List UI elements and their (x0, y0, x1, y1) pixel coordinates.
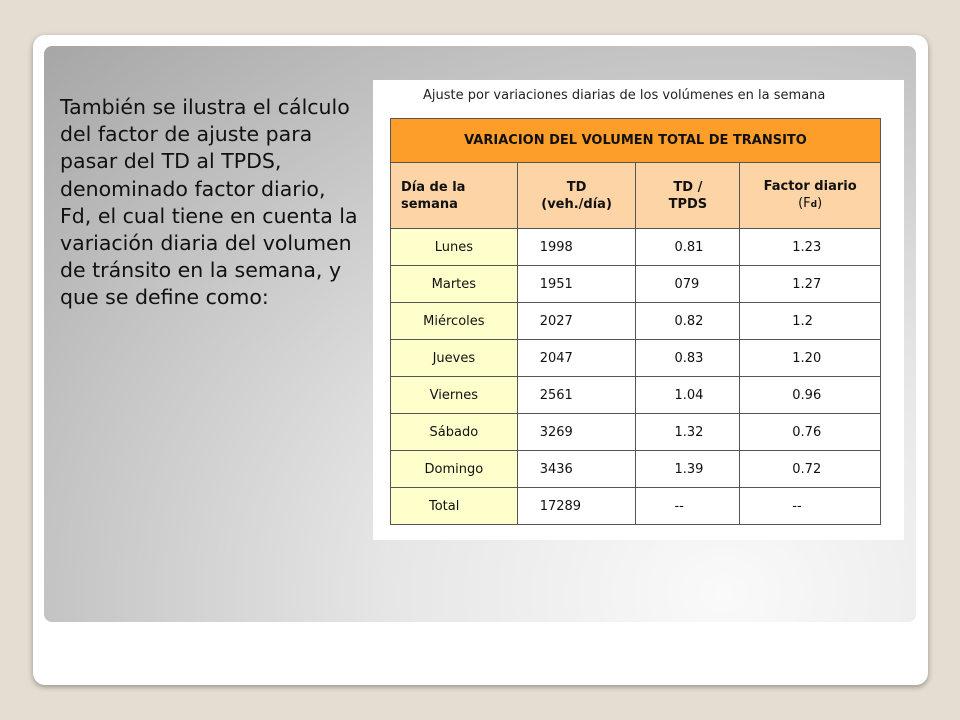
header-day (391, 163, 518, 229)
cell-factor: 1.27 (740, 266, 881, 303)
header-factor-sub: d (810, 199, 818, 210)
table-row (391, 266, 881, 303)
cell-day: Miércoles (391, 303, 518, 340)
cell-td: 17289 (517, 488, 636, 525)
cell-td: 3269 (517, 414, 636, 451)
cell-ratio: 0.81 (636, 229, 740, 266)
cell-factor: 0.72 (740, 451, 881, 488)
table-title-row (391, 119, 881, 163)
cell-ratio: 1.32 (636, 414, 740, 451)
cell-factor: 1.23 (740, 229, 881, 266)
cell-day: Lunes (391, 229, 518, 266)
table-row (391, 414, 881, 451)
table-total-row (391, 488, 881, 525)
table-figure (373, 80, 904, 540)
table-row (391, 303, 881, 340)
cell-factor: -- (740, 488, 881, 525)
cell-day: Total (391, 488, 518, 525)
table-row (391, 377, 881, 414)
cell-day: Martes (391, 266, 518, 303)
cell-td: 1951 (517, 266, 636, 303)
cell-factor: 0.76 (740, 414, 881, 451)
header-td (517, 163, 636, 229)
header-td-line1: TD (566, 179, 587, 195)
cell-ratio: 079 (636, 266, 740, 303)
cell-day: Jueves (391, 340, 518, 377)
cell-ratio: 0.83 (636, 340, 740, 377)
cell-day: Domingo (391, 451, 518, 488)
cell-factor: 0.96 (740, 377, 881, 414)
cell-td: 1998 (517, 229, 636, 266)
daily-volume-table (390, 118, 881, 525)
cell-td: 2047 (517, 340, 636, 377)
cell-factor: 1.2 (740, 303, 881, 340)
table-row (391, 229, 881, 266)
cell-ratio: 1.39 (636, 451, 740, 488)
header-ratio-line1: TD / (673, 179, 703, 195)
figure-caption: Ajuste por variaciones diarias de los volúmenes en la semana (423, 88, 826, 103)
header-day-line2: semana (401, 196, 458, 212)
header-ratio (636, 163, 740, 229)
cell-td: 2561 (517, 377, 636, 414)
cell-ratio: 0.82 (636, 303, 740, 340)
header-ratio-line2: TPDS (668, 196, 708, 212)
header-factor-line1: Factor diario (763, 178, 857, 194)
cell-td: 3436 (517, 451, 636, 488)
header-day-line1: Día de la (401, 179, 466, 195)
header-factor (740, 163, 881, 229)
header-factor-open: (F (798, 195, 811, 211)
cell-td: 2027 (517, 303, 636, 340)
table-row (391, 451, 881, 488)
header-td-line2: (veh./día) (541, 196, 612, 212)
cell-day: Viernes (391, 377, 518, 414)
cell-factor: 1.20 (740, 340, 881, 377)
slide-body-text: También se ilustra el cálculo del factor de ajuste para pasar del TD al TPDS, denominado factor diario, Fd, el cual tiene en cuenta la variación diaria del volumen de tránsito en la semana, y que se define como: (60, 95, 358, 310)
table-title: VARIACION DEL VOLUMEN TOTAL DE TRANSITO (391, 119, 881, 163)
cell-ratio: 1.04 (636, 377, 740, 414)
cell-day: Sábado (391, 414, 518, 451)
table-header-row (391, 163, 881, 229)
header-factor-close: ) (817, 195, 823, 211)
table-row (391, 340, 881, 377)
cell-ratio: -- (636, 488, 740, 525)
